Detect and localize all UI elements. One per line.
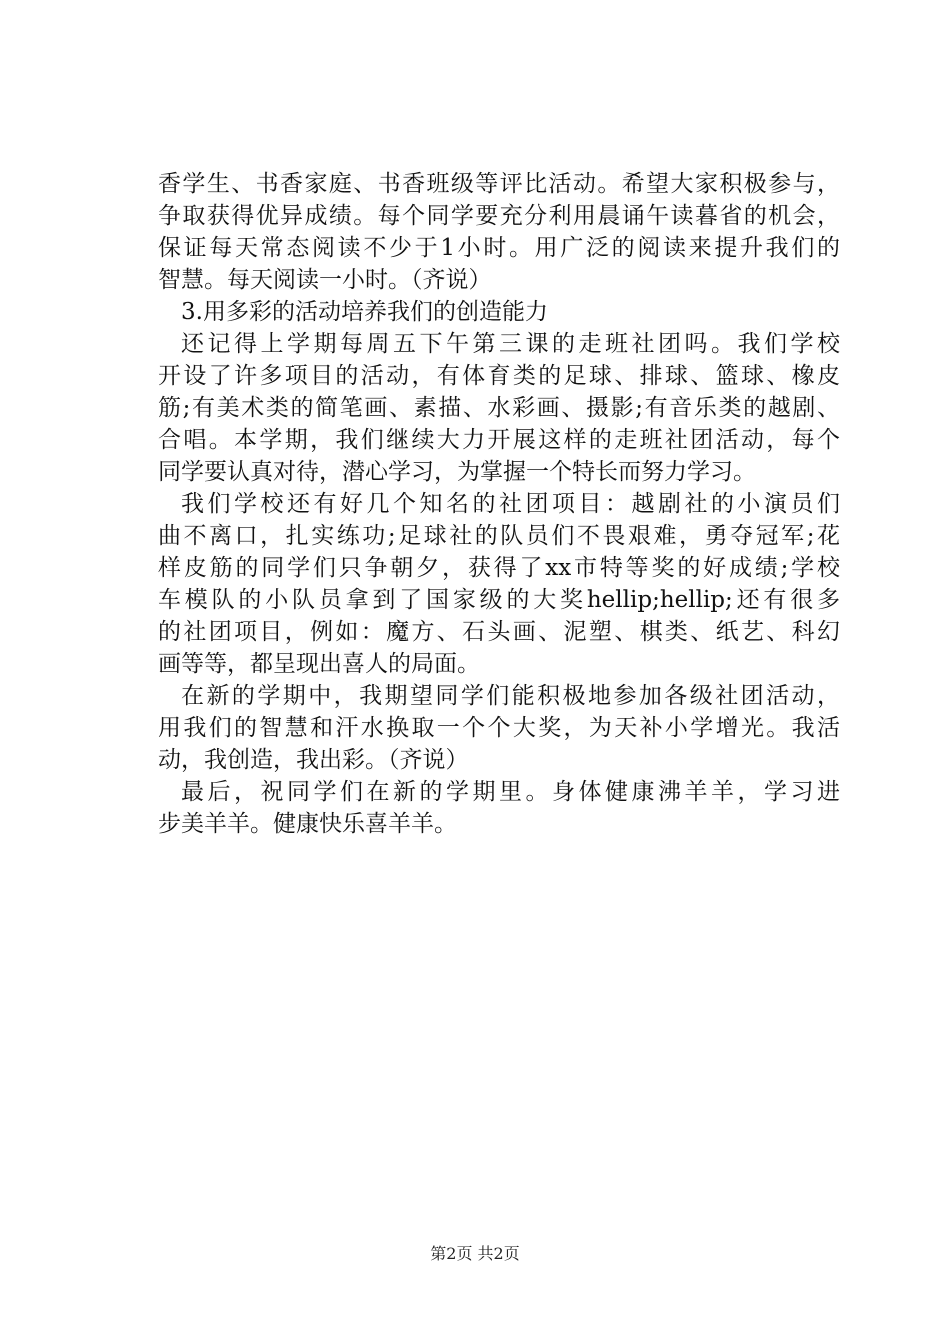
text-line: 合唱。本学期，我们继续大力开展这样的走班社团活动，每个 bbox=[158, 427, 840, 453]
text-line: 在新的学期中，我期望同学们能积极地参加各级社团活动， bbox=[181, 683, 840, 709]
text-line: 最后，祝同学们在新的学期里。身体健康沸羊羊，学习进 bbox=[181, 779, 840, 805]
text-line: 步美羊羊。健康快乐喜羊羊。 bbox=[158, 811, 457, 837]
section-heading: 3.用多彩的活动培养我们的创造能力 bbox=[181, 299, 548, 325]
text-line: 的社团项目，例如：魔方、石头画、泥塑、棋类、纸艺、科幻 bbox=[158, 619, 840, 645]
text-line: 车模队的小队员拿到了国家级的大奖hellip;hellip;还有很多 bbox=[158, 587, 840, 613]
text-line: 用我们的智慧和汗水换取一个个大奖，为天补小学增光。我活 bbox=[158, 715, 840, 741]
document-body bbox=[158, 168, 840, 840]
text-line: 还记得上学期每周五下午第三课的走班社团吗。我们学校 bbox=[181, 331, 840, 357]
text-line: 动，我创造，我出彩。（齐说） bbox=[158, 747, 469, 773]
text-line: 争取获得优异成绩。每个同学要充分利用晨诵午读暮省的机会， bbox=[158, 203, 840, 229]
text-line: 保证每天常态阅读不少于1小时。用广泛的阅读来提升我们的 bbox=[158, 235, 840, 261]
page-number-footer: 第2页 共2页 bbox=[430, 1244, 520, 1263]
text-line: 智慧。每天阅读一小时。（齐说） bbox=[158, 267, 492, 293]
text-line: 香学生、书香家庭、书香班级等评比活动。希望大家积极参与， bbox=[158, 171, 840, 197]
text-line: 我们学校还有好几个知名的社团项目：越剧社的小演员们 bbox=[181, 491, 840, 517]
text-line: 曲不离口，扎实练功;足球社的队员们不畏艰难，勇夺冠军;花 bbox=[158, 523, 840, 549]
text-line: 开设了许多项目的活动，有体育类的足球、排球、篮球、橡皮 bbox=[158, 363, 840, 389]
text-line: 画等等，都呈现出喜人的局面。 bbox=[158, 651, 480, 677]
text-line: 同学要认真对待，潜心学习，为掌握一个特长而努力学习。 bbox=[158, 459, 756, 485]
text-line: 筋;有美术类的简笔画、素描、水彩画、摄影;有音乐类的越剧、 bbox=[158, 395, 840, 421]
text-line: 样皮筋的同学们只争朝夕，获得了xx市特等奖的好成绩;学校 bbox=[158, 555, 840, 581]
